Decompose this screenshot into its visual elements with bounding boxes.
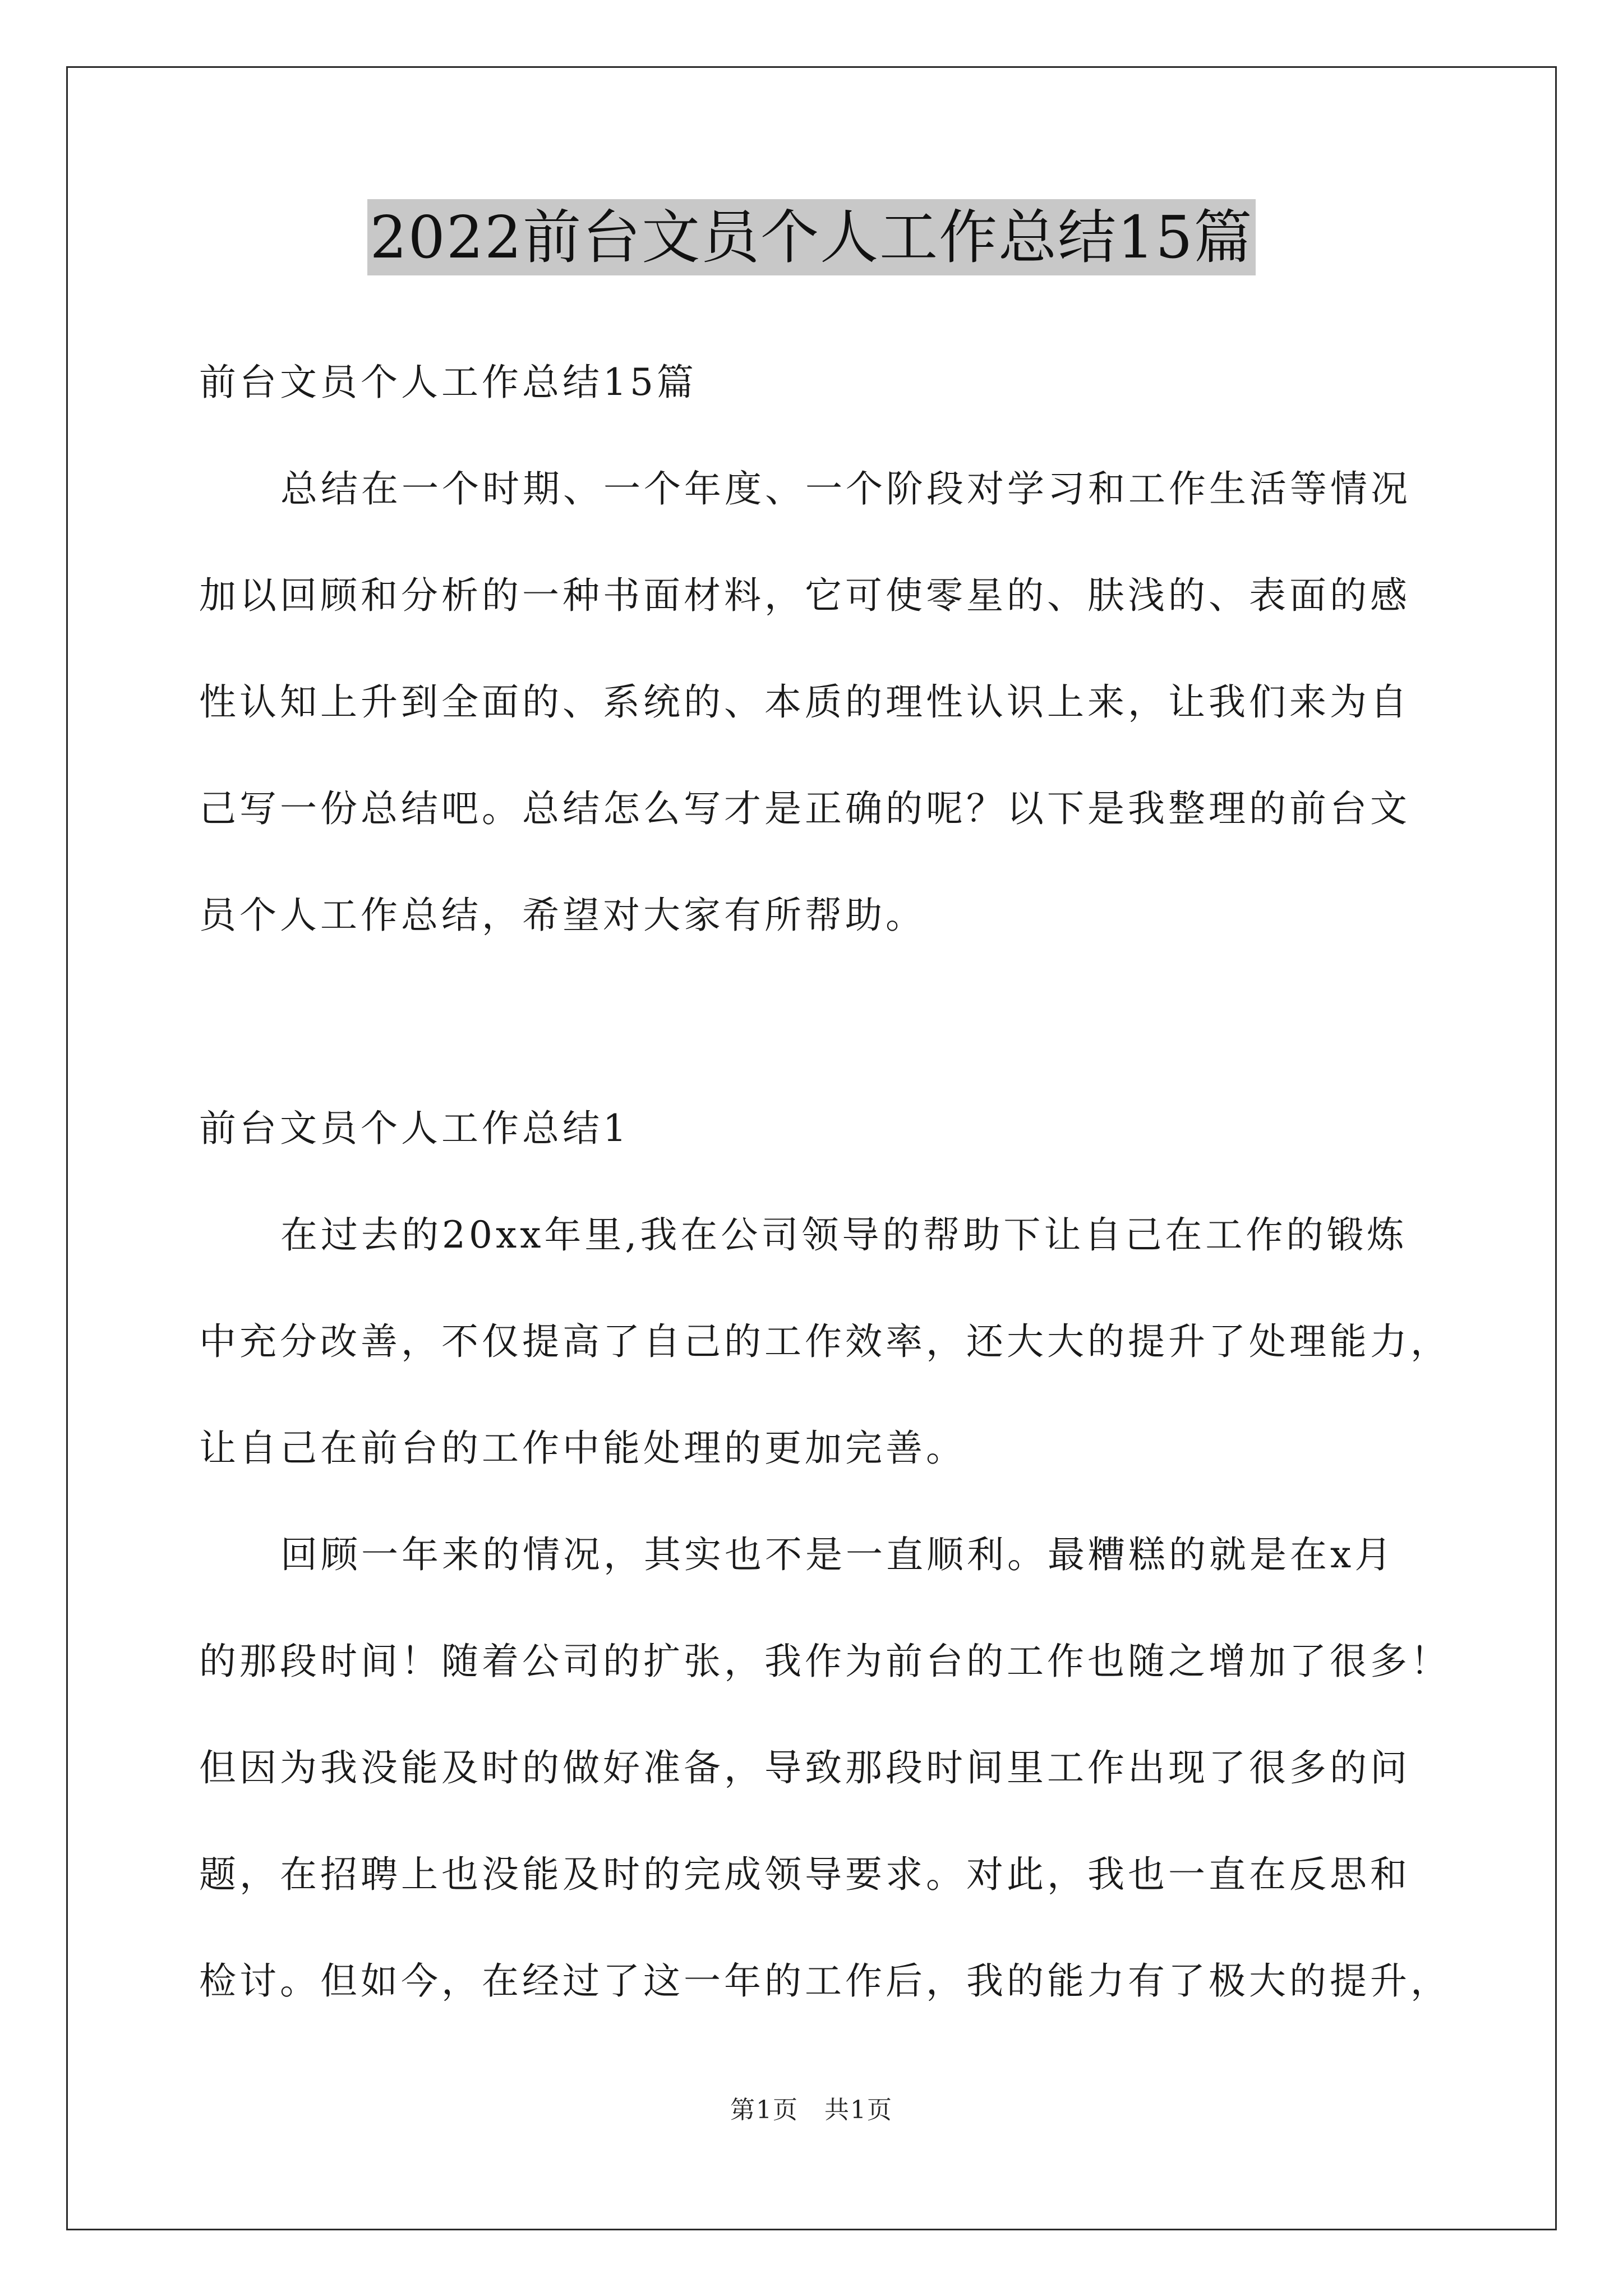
paragraph-line: 但因为我没能及时的做好准备，导致那段时间里工作出现了很多的问: [199, 1746, 1410, 1789]
paragraph-line: 加以回顾和分析的一种书面材料，它可使零星的、肤浅的、表面的感: [199, 574, 1410, 617]
paragraph-line: 中充分改善，不仅提高了自己的工作效率，还大大的提升了处理能力，: [199, 1320, 1451, 1363]
title-container: [0, 199, 1623, 275]
paragraph-line: 让自己在前台的工作中能处理的更加完善。: [199, 1427, 966, 1470]
document-title: 2022前台文员个人工作总结15篇: [367, 199, 1255, 275]
section-heading: 前台文员个人工作总结1: [199, 1107, 630, 1150]
paragraph-line: 己写一份总结吧。总结怎么写才是正确的呢？以下是我整理的前台文: [199, 787, 1410, 830]
document-body: [199, 349, 1451, 2054]
paragraph-line: 在过去的20xx年里,我在公司领导的帮助下让自己在工作的锻炼: [280, 1213, 1408, 1257]
paragraph-line: 回顾一年来的情况，其实也不是一直顺利。最糟糕的就是在x月: [280, 1533, 1395, 1576]
paragraph-line: 总结在一个时期、一个年度、一个阶段对学习和工作生活等情况: [280, 467, 1411, 510]
paragraph-line: 员个人工作总结，希望对大家有所帮助。: [199, 894, 926, 937]
paragraph-line: 检讨。但如今，在经过了这一年的工作后，我的能力有了极大的提升，: [199, 1959, 1451, 2003]
section-heading: 前台文员个人工作总结15篇: [199, 361, 697, 404]
paragraph-line: 性认知上升到全面的、系统的、本质的理性认识上来，让我们来为自: [199, 680, 1410, 724]
paragraph-line: 题，在招聘上也没能及时的完成领导要求。对此，我也一直在反思和: [199, 1853, 1410, 1896]
paragraph-line: 的那段时间！随着公司的扩张，我作为前台的工作也随之增加了很多！: [199, 1640, 1451, 1683]
page-number-footer: 第1页 共1页: [730, 2096, 893, 2124]
